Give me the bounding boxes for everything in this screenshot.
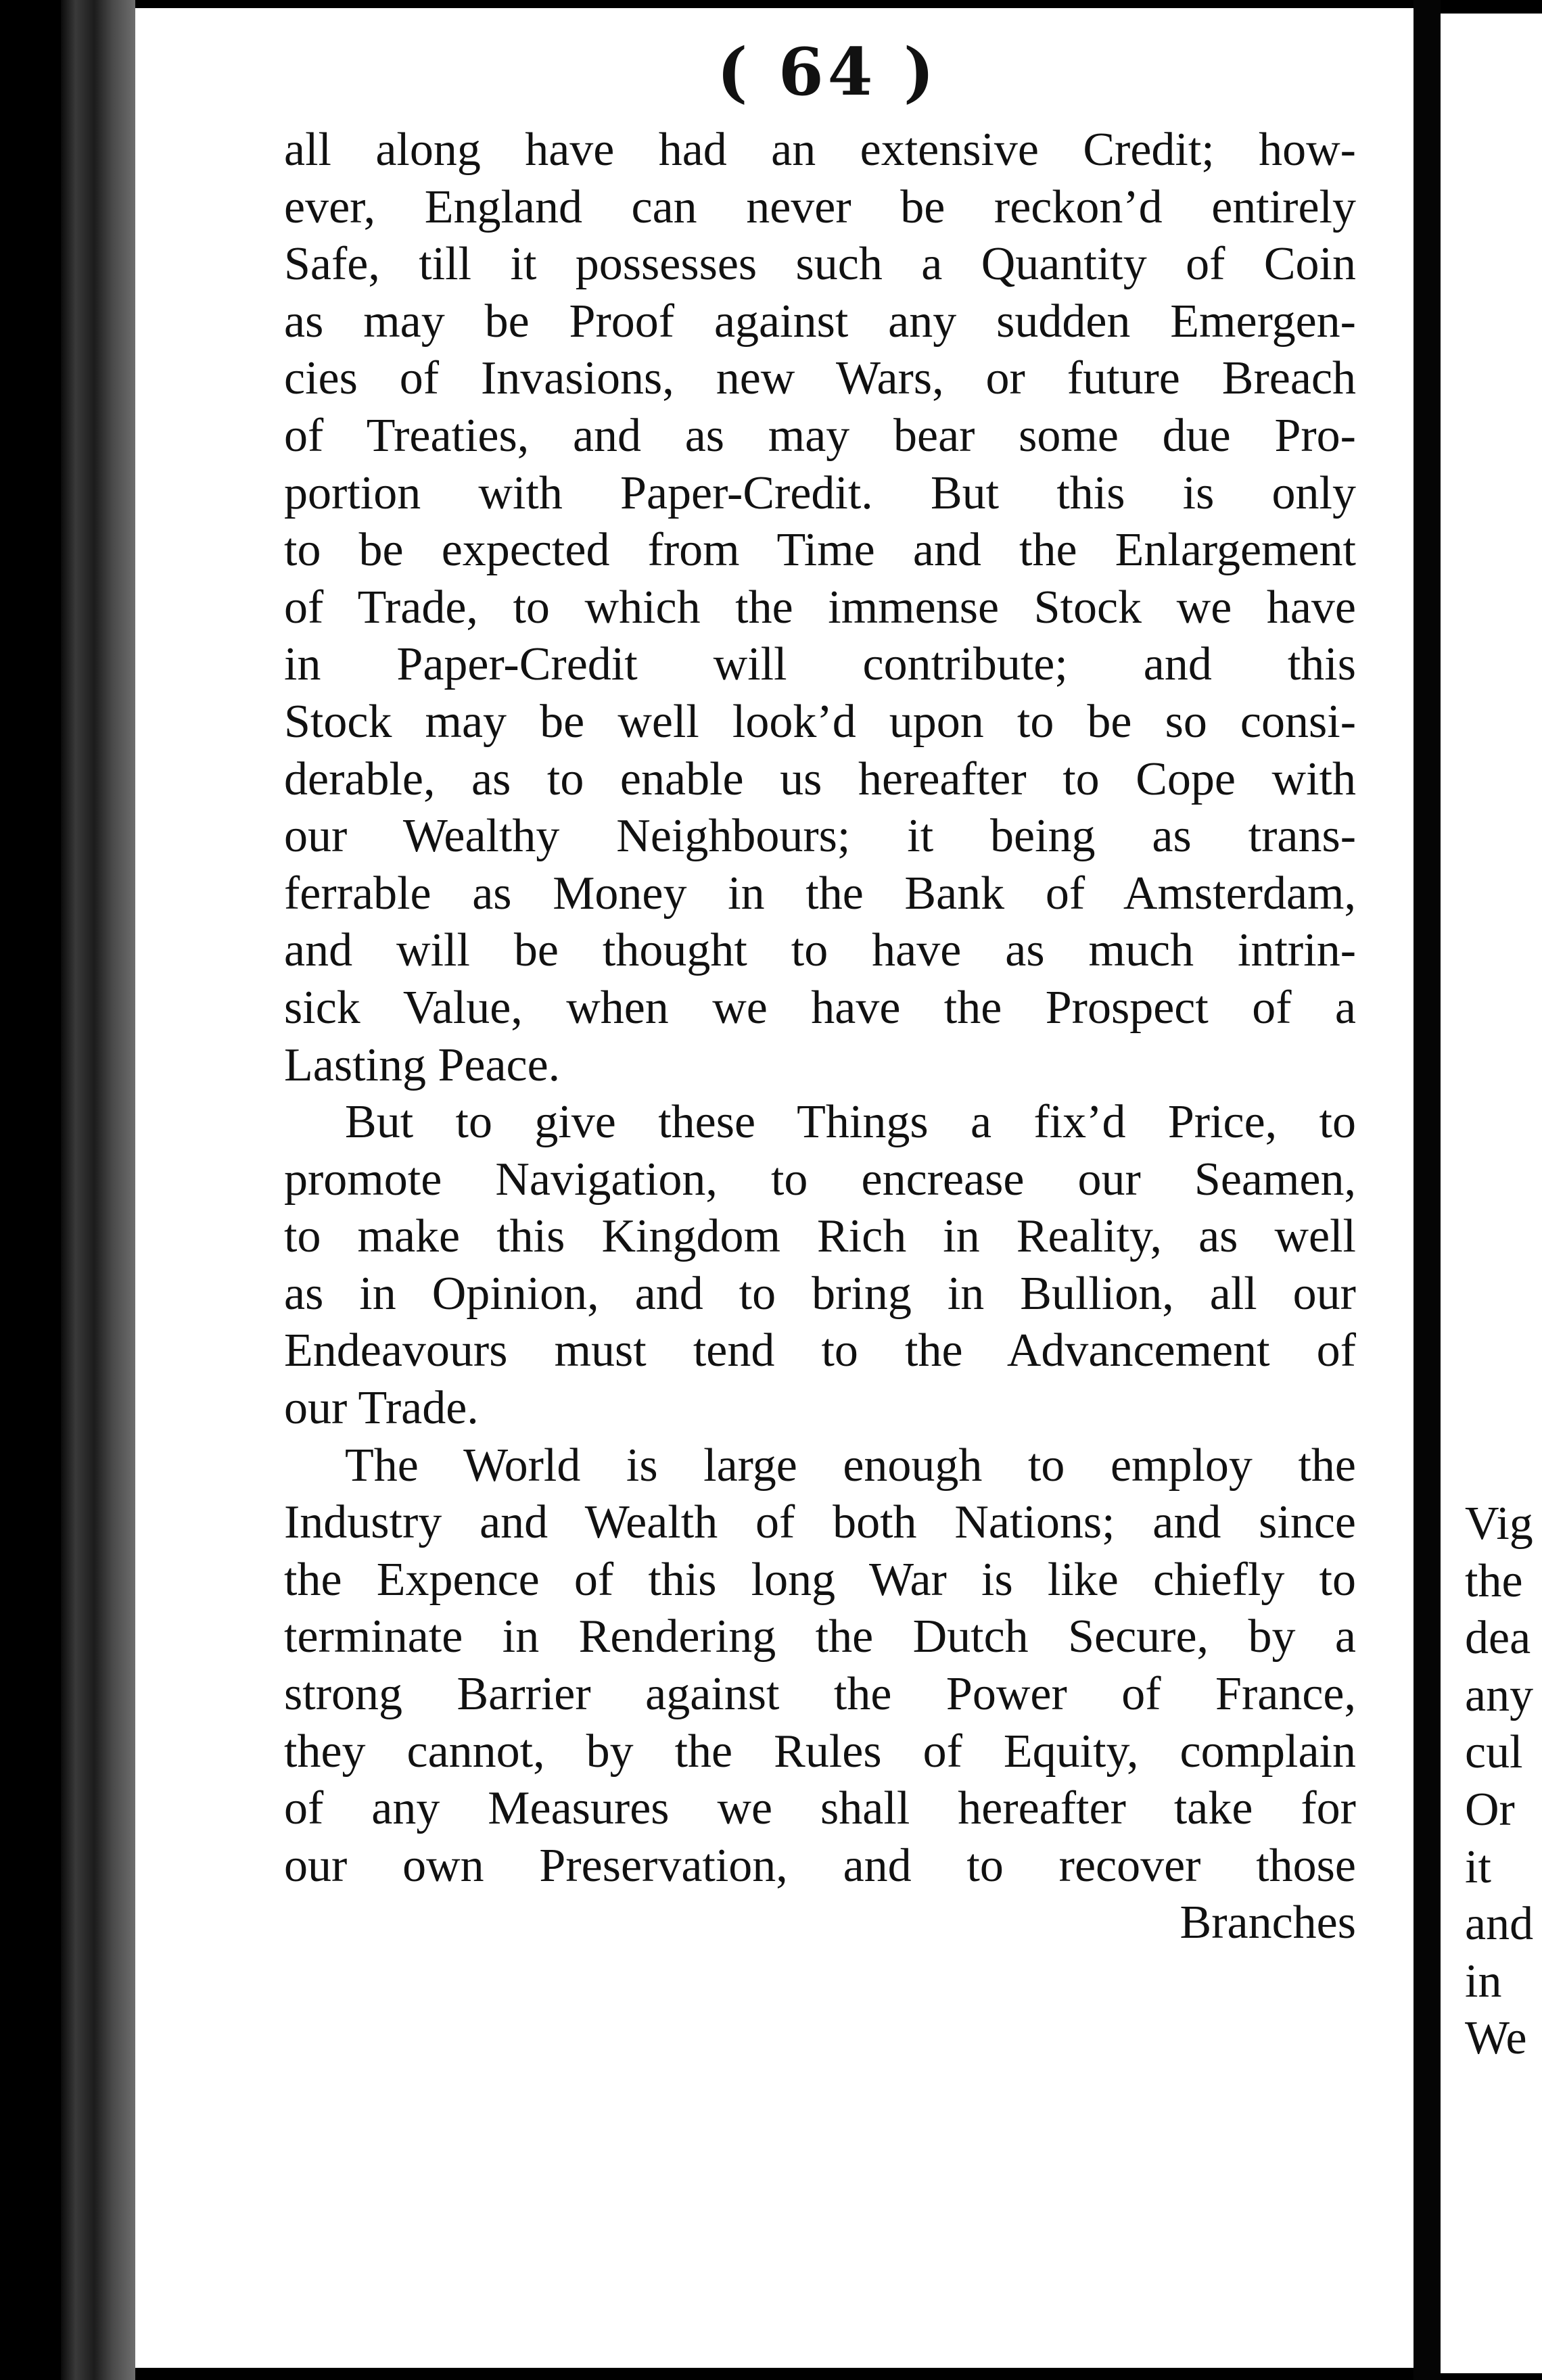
text-line: strong Barrier against the Power of France, (284, 1668, 1356, 1721)
text-line: to make this Kingdom Rich in Reality, as well (284, 1210, 1356, 1263)
facing-text-line: and (1465, 1898, 1534, 1951)
facing-text-line: Or (1465, 1783, 1515, 1836)
facing-text-line: We (1465, 2012, 1527, 2065)
text-line: Endeavours must tend to the Advancement of (284, 1325, 1356, 1377)
facing-text-line: the (1465, 1554, 1523, 1607)
facing-page-text (1465, 1496, 1542, 2068)
paragraph-1 (284, 122, 1356, 1094)
text-line: portion with Paper-Credit. But this is only (284, 467, 1356, 519)
text-line: our Wealthy Neighbours; it being as trans- (284, 810, 1356, 863)
text-line: all along have had an extensive Credit; how- (284, 124, 1356, 176)
facing-text-line: Vig (1465, 1498, 1533, 1550)
text-line: in Paper-Credit will contribute; and this (284, 638, 1356, 691)
text-line: of Treaties, and as may bear some due Pro- (284, 409, 1356, 462)
text-line: sick Value, when we have the Prospect of a (284, 981, 1356, 1034)
text-line: our Trade. (284, 1382, 479, 1435)
facing-text-line: any (1465, 1669, 1534, 1721)
text-line: cies of Invasions, new Wars, or future Breach (284, 352, 1356, 405)
facing-page-fragment (1441, 14, 1542, 2373)
text-line: ever, England can never be reckon’d entirely (284, 181, 1356, 233)
paragraph-2 (284, 1094, 1356, 1437)
text-line: to be expected from Time and the Enlargement (284, 524, 1356, 577)
text-line: ferrable as Money in the Bank of Amsterdam, (284, 867, 1356, 920)
page-gutter (1414, 0, 1441, 2380)
catchword: Branches (1179, 1897, 1356, 1949)
text-line: our own Preservation, and to recover those (284, 1839, 1356, 1892)
text-line: of Trade, to which the immense Stock we have (284, 581, 1356, 634)
text-line: Industry and Wealth of both Nations; and since (284, 1496, 1356, 1549)
text-line: the Expence of this long War is like chiefly to (284, 1553, 1356, 1606)
facing-text-line: dea (1465, 1612, 1531, 1665)
facing-text-line: in (1465, 1955, 1502, 2007)
page-text (284, 122, 1356, 1952)
text-line: derable, as to enable us hereafter to Cope with (284, 753, 1356, 805)
text-line: But to give these Things a fix’d Price, to (345, 1096, 1356, 1149)
page-number: ( 64 ) (717, 34, 939, 110)
text-line: Safe, till it possesses such a Quantity of Coin (284, 238, 1356, 291)
text-line: The World is large enough to employ the (345, 1439, 1356, 1492)
book-binding-edge (61, 0, 135, 2380)
text-line: terminate in Rendering the Dutch Secure, by a (284, 1611, 1356, 1663)
facing-text-line: it (1465, 1840, 1491, 1893)
text-line: promote Navigation, to encrease our Seamen, (284, 1153, 1356, 1206)
text-line: they cannot, by the Rules of Equity, complain (284, 1725, 1356, 1778)
text-line: and will be thought to have as much intrin- (284, 924, 1356, 977)
text-line: Stock may be well look’d upon to be so consi- (284, 695, 1356, 748)
text-line: as may be Proof against any sudden Emergen- (284, 295, 1356, 348)
facing-text-line: cul (1465, 1726, 1523, 1779)
paragraph-3 (284, 1437, 1356, 1895)
text-line: of any Measures we shall hereafter take for (284, 1782, 1356, 1835)
text-line: Lasting Peace. (284, 1039, 561, 1091)
text-line: as in Opinion, and to bring in Bullion, all our (284, 1267, 1356, 1320)
